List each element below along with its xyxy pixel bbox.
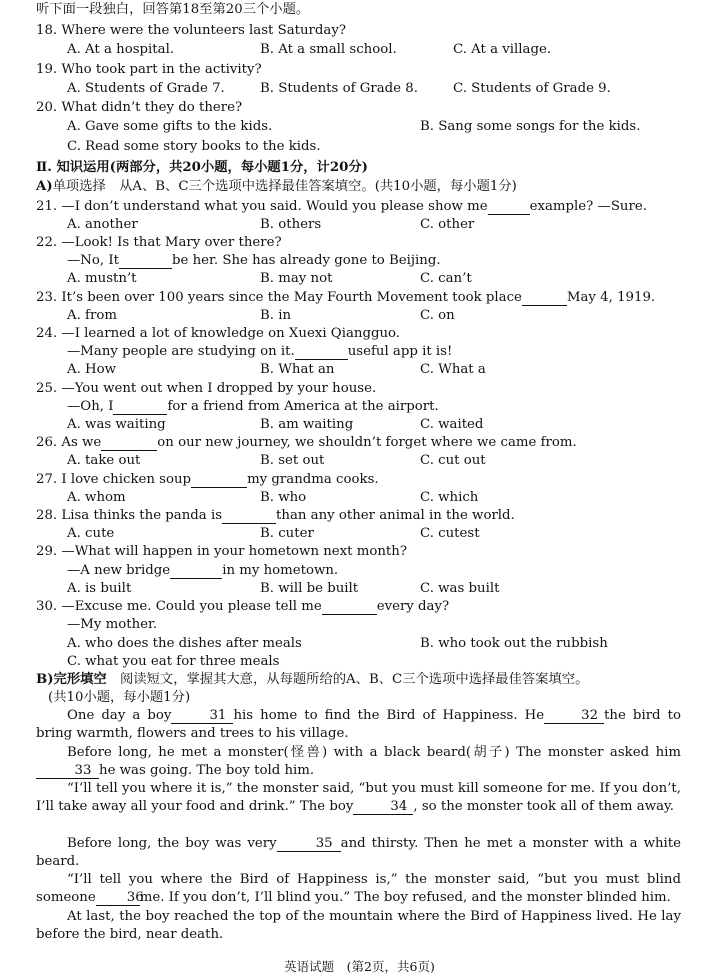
page-footer: 英语试题 (第2页，共6页)	[284, 959, 435, 974]
question-18: 18. Where were the volunteers last Saturday?	[36, 23, 346, 38]
answer-blank	[170, 564, 222, 579]
option-30c: C. what you eat for three meals	[67, 654, 280, 669]
cloze-paragraph-1: One day a boy 31 his home to find the Bird of Happiness. He 32 the bird to bring warmth, flowers and trees to his village.	[36, 708, 681, 742]
part-a-heading: A)单项选择 从A、B、C三个选项中选择最佳答案填空。(共10小题，每小题1分)	[36, 179, 517, 194]
answer-blank	[522, 291, 567, 306]
question-22: 22. —Look! Is that Mary over there?	[36, 235, 282, 250]
answer-blank	[119, 254, 172, 269]
part-b-heading-line2: (共10小题，每小题1分)	[48, 690, 191, 705]
option-30b: B. who took out the rubbish	[420, 636, 608, 651]
option-19c: C. Students of Grade 9.	[453, 81, 611, 96]
option-28b: B. cuter	[260, 526, 314, 541]
option-24b: B. What an	[260, 362, 335, 377]
answer-blank	[322, 600, 377, 615]
blank-32: 32	[544, 709, 604, 724]
answer-blank	[295, 345, 348, 360]
option-18b: B. At a small school.	[260, 42, 397, 57]
blank-33: 33	[36, 764, 99, 779]
question-27: 27. I love chicken soup my grandma cooks.	[36, 472, 379, 487]
cloze-paragraph-2: Before long, he met a monster(怪兽) with a black beard(胡子) The monster asked him 33 he was going. The boy told him.	[36, 744, 681, 780]
question-29-line2: —A new bridge in my hometown.	[67, 563, 339, 578]
question-24-line2: —Many people are studying on it. useful app it is!	[67, 344, 453, 359]
option-23b: B. in	[260, 308, 292, 323]
part-b-heading: B)完形填空 阅读短文，掌握其大意，从每题所给的A、B、C三个选项中选择最佳答案填空。	[36, 672, 589, 687]
option-29a: A. is built	[67, 581, 132, 596]
blank-35: 35	[277, 837, 341, 852]
option-22c: C. can’t	[420, 271, 472, 286]
question-24: 24. —I learned a lot of knowledge on Xuexi Qiangguo.	[36, 326, 401, 341]
answer-blank	[101, 436, 157, 451]
option-25b: B. am waiting	[260, 417, 354, 432]
option-23a: A. from	[67, 308, 117, 323]
answer-blank	[191, 473, 247, 488]
option-26a: A. take out	[67, 453, 141, 468]
listening-intro: 听下面一段独白，回答第18至第20三个小题。	[36, 2, 310, 17]
question-30-line2: —My mother.	[67, 617, 158, 632]
option-18c: C. At a village.	[453, 42, 552, 57]
option-24a: A. How	[67, 362, 117, 377]
option-27c: C. which	[420, 490, 479, 505]
answer-blank	[488, 200, 530, 215]
blank-34: 34	[353, 800, 413, 815]
option-29c: C. was built	[420, 581, 500, 596]
option-21c: C. other	[420, 217, 475, 232]
option-20b: B. Sang some songs for the kids.	[420, 119, 641, 134]
option-19a: A. Students of Grade 7.	[67, 81, 225, 96]
option-20c: C. Read some story books to the kids.	[67, 139, 321, 154]
question-23: 23. It’s been over 100 years since the May Fourth Movement took place May 4, 1919.	[36, 290, 656, 305]
option-27a: A. whom	[67, 490, 126, 505]
answer-blank	[222, 509, 276, 524]
option-25c: C. waited	[420, 417, 484, 432]
section-2-title: Ⅱ. 知识运用(两部分，共20小题，每小题1分，计20分)	[36, 160, 368, 175]
option-29b: B. will be built	[260, 581, 359, 596]
blank-36: 36	[96, 891, 140, 906]
cloze-paragraph-6: At last, the boy reached the top of the mountain where the Bird of Happiness lived. He lay before the bird, near death.	[36, 909, 681, 943]
option-18a: A. At a hospital.	[67, 42, 175, 57]
question-29: 29. —What will happen in your hometown next month?	[36, 544, 407, 559]
question-26: 26. As we on our new journey, we shouldn’t forget where we came from.	[36, 435, 577, 450]
option-21a: A. another	[67, 217, 138, 232]
cloze-paragraph-3: “I’ll tell you where it is,” the monster said, “but you must kill someone for me. If you don’t, I’ll take away all your food and drink.” The boy 34 , so the monster took all of them away.	[36, 781, 681, 815]
question-30: 30. —Excuse me. Could you please tell me every day?	[36, 599, 450, 614]
question-21: 21. —I don’t understand what you said. Would you please show me example? —Sure.	[36, 199, 647, 214]
question-19: 19. Who took part in the activity?	[36, 62, 262, 77]
question-22-line2: —No, It be her. She has already gone to Beijing.	[67, 253, 441, 268]
question-25-line2: —Oh, I for a friend from America at the airport.	[67, 399, 439, 414]
option-26b: B. set out	[260, 453, 325, 468]
blank-31: 31	[171, 709, 233, 724]
option-26c: C. cut out	[420, 453, 486, 468]
option-21b: B. others	[260, 217, 322, 232]
option-28a: A. cute	[67, 526, 115, 541]
cloze-paragraph-4: Before long, the boy was very 35 and thirsty. Then he met a monster with a white beard.	[36, 836, 681, 870]
option-19b: B. Students of Grade 8.	[260, 81, 418, 96]
option-22a: A. mustn’t	[67, 271, 137, 286]
option-20a: A. Gave some gifts to the kids.	[67, 119, 273, 134]
option-25a: A. was waiting	[67, 417, 166, 432]
option-30a: A. who does the dishes after meals	[67, 636, 302, 651]
question-20: 20. What didn’t they do there?	[36, 100, 243, 115]
answer-blank	[113, 400, 167, 415]
question-28: 28. Lisa thinks the panda is than any other animal in the world.	[36, 508, 515, 523]
option-24c: C. What a	[420, 362, 486, 377]
option-28c: C. cutest	[420, 526, 480, 541]
cloze-paragraph-5: “I’ll tell you where the Bird of Happiness is,” the monster said, “but you must blind someone 36me. If you don’t, I’ll blind you.” The boy refused, and the monster blinded him.	[36, 872, 681, 906]
option-22b: B. may not	[260, 271, 333, 286]
question-25: 25. —You went out when I dropped by your house.	[36, 381, 377, 396]
option-23c: C. on	[420, 308, 455, 323]
option-27b: B. who	[260, 490, 307, 505]
